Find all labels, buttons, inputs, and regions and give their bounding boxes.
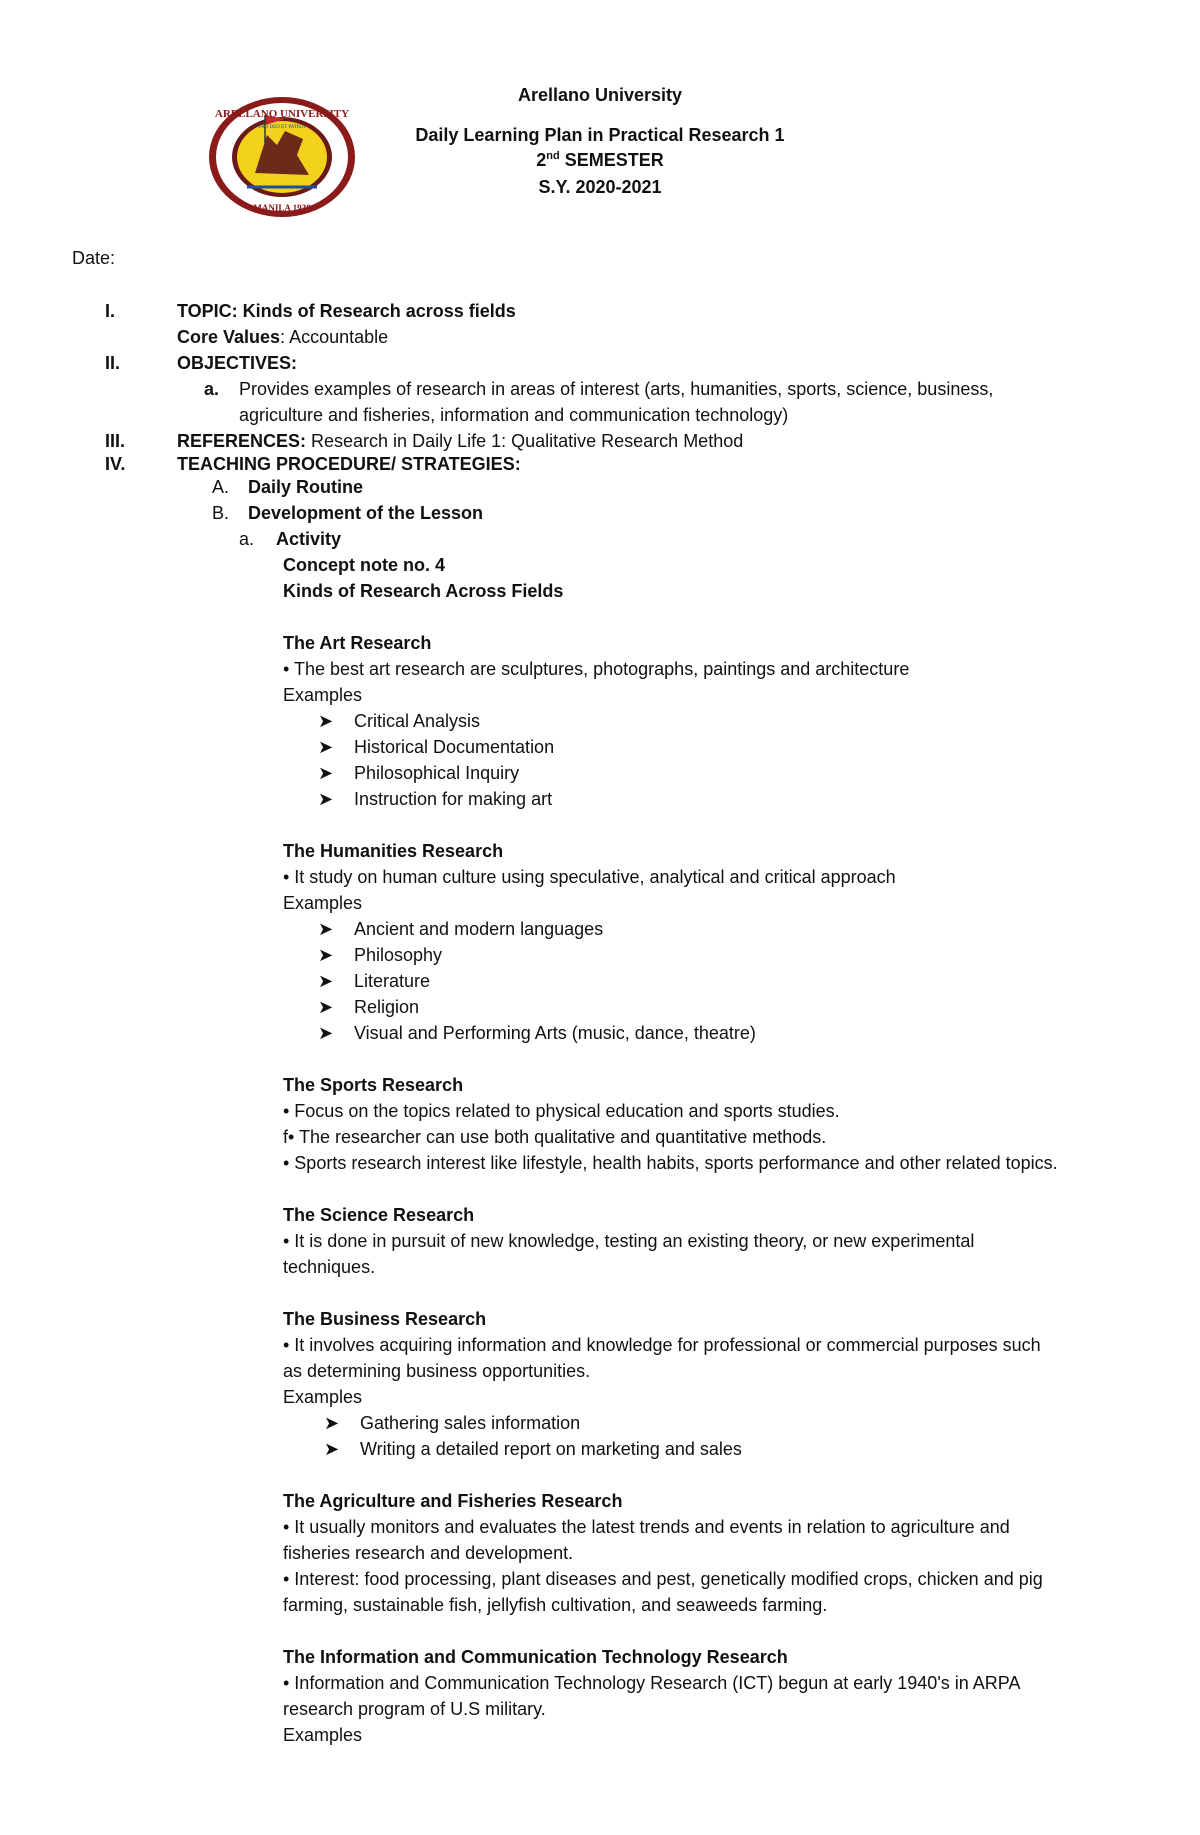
ict-title: The Information and Communication Technology Research	[283, 1647, 788, 1667]
list-item: ➤ Philosophy	[318, 945, 443, 965]
agriculture-line-2: fisheries research and development.	[283, 1543, 574, 1563]
list-item: ➤ Writing a detailed report on marketing and sales	[324, 1439, 742, 1459]
science-line-2: techniques.	[283, 1257, 376, 1277]
objectives-heading: OBJECTIVES:	[177, 353, 298, 373]
list-item: ➤ Instruction for making art	[318, 789, 553, 809]
seal-motto-text: PRO DEO ET PATRIA	[258, 125, 306, 130]
science-title: The Science Research	[283, 1205, 475, 1225]
step-a-letter: A.	[212, 477, 230, 497]
humanities-title: The Humanities Research	[283, 841, 504, 861]
university-seal-icon	[207, 95, 357, 220]
arrow-bullet-icon: ➤	[318, 711, 334, 731]
plan-title: Daily Learning Plan in Practical Research 1	[415, 125, 785, 145]
list-item: ➤ Historical Documentation	[318, 737, 555, 757]
references	[177, 431, 743, 452]
list-item: ➤ Visual and Performing Arts (music, dance, theatre)	[318, 1023, 756, 1043]
arrow-bullet-icon: ➤	[324, 1413, 340, 1433]
business-line-2: as determining business opportunities.	[283, 1361, 591, 1381]
school-year: S.Y. 2020-2021	[538, 177, 662, 197]
list-item: ➤ Religion	[318, 997, 420, 1017]
seal-ring-bottom-text: MANILA 1938	[253, 203, 311, 213]
university-name: Arellano University	[517, 85, 683, 105]
step-b-letter: B.	[212, 503, 230, 523]
objective-letter: a.	[204, 379, 220, 399]
daily-routine: Daily Routine	[248, 477, 364, 497]
topic-heading: TOPIC: Kinds of Research across fields	[177, 301, 516, 321]
list-item: ➤ Critical Analysis	[318, 711, 481, 731]
agriculture-title: The Agriculture and Fisheries Research	[283, 1491, 623, 1511]
art-title: The Art Research	[283, 633, 432, 653]
ict-examples-label: Examples	[283, 1725, 363, 1745]
activity-letter: a.	[239, 529, 255, 549]
art-bullet: • The best art research are sculptures, photographs, paintings and architecture	[283, 659, 910, 679]
art-examples-label: Examples	[283, 685, 363, 705]
humanities-bullet: • It study on human culture using speculative, analytical and critical approach	[283, 867, 896, 887]
arrow-bullet-icon: ➤	[318, 971, 334, 991]
list-item: ➤ Literature	[318, 971, 431, 991]
arrow-bullet-icon: ➤	[318, 763, 334, 783]
concept-note: Concept note no. 4	[283, 555, 445, 575]
sports-bullet-1: • Focus on the topics related to physical education and sports studies.	[283, 1101, 840, 1121]
seal-ring-top-text: ARELLANO UNIVERSITY	[214, 108, 350, 120]
teaching-procedure-heading: TEACHING PROCEDURE/ STRATEGIES:	[177, 454, 521, 474]
section-1-number: I.	[105, 301, 116, 321]
semester	[400, 150, 800, 171]
list-item: ➤ Ancient and modern languages	[318, 919, 604, 939]
arrow-bullet-icon: ➤	[318, 997, 334, 1017]
references-label: REFERENCES:	[177, 431, 307, 451]
section-3-number: III.	[105, 431, 126, 451]
semester-number: 2	[536, 150, 547, 170]
arrow-bullet-icon: ➤	[318, 1023, 334, 1043]
core-values-value: : Accountable	[280, 327, 389, 347]
arrow-bullet-icon: ➤	[324, 1439, 340, 1459]
list-item: ➤ Gathering sales information	[324, 1413, 581, 1433]
sports-title: The Sports Research	[283, 1075, 464, 1095]
ict-line-2: research program of U.S military.	[283, 1699, 546, 1719]
objective-line-1: Provides examples of research in areas of interest (arts, humanities, sports, science, business,	[239, 379, 994, 399]
list-item: ➤ Philosophical Inquiry	[318, 763, 520, 783]
arrow-bullet-icon: ➤	[318, 737, 334, 757]
business-title: The Business Research	[283, 1309, 487, 1329]
sports-bullet-2: f• The researcher can use both qualitative and quantitative methods.	[283, 1127, 827, 1147]
business-examples-label: Examples	[283, 1387, 363, 1407]
arrow-bullet-icon: ➤	[318, 789, 334, 809]
objective-line-2: agriculture and fisheries, information and communication technology)	[239, 405, 789, 425]
core-values-label: Core Values	[177, 327, 281, 347]
university-logo	[207, 95, 357, 220]
date-label: Date:	[72, 248, 116, 268]
section-2-number: II.	[105, 353, 121, 373]
ict-line-1: • Information and Communication Technology Research (ICT) begun at early 1940's in ARPA	[283, 1673, 1021, 1693]
agriculture-line-4: farming, sustainable fish, jellyfish cultivation, and seaweeds farming.	[283, 1595, 828, 1615]
humanities-examples-label: Examples	[283, 893, 363, 913]
agriculture-line-3: • Interest: food processing, plant diseases and pest, genetically modified crops, chicken and pig	[283, 1569, 1043, 1589]
sports-bullet-3: • Sports research interest like lifestyle, health habits, sports performance and other related topics.	[283, 1153, 1058, 1173]
concept-title: Kinds of Research Across Fields	[283, 581, 564, 601]
semester-suffix: nd	[546, 150, 560, 162]
business-line-1: • It involves acquiring information and knowledge for professional or commercial purposes such	[283, 1335, 1041, 1355]
semester-word: SEMESTER	[559, 150, 664, 170]
references-value: Research in Daily Life 1: Qualitative Research Method	[306, 431, 744, 451]
arrow-bullet-icon: ➤	[318, 945, 334, 965]
activity-label: Activity	[276, 529, 342, 549]
arrow-bullet-icon: ➤	[318, 919, 334, 939]
science-line-1: • It is done in pursuit of new knowledge, testing an existing theory, or new experimental	[283, 1231, 975, 1251]
agriculture-line-1: • It usually monitors and evaluates the latest trends and events in relation to agriculture and	[283, 1517, 1010, 1537]
section-4-number: IV.	[105, 454, 126, 474]
development-of-lesson: Development of the Lesson	[248, 503, 484, 523]
core-values	[177, 327, 388, 348]
